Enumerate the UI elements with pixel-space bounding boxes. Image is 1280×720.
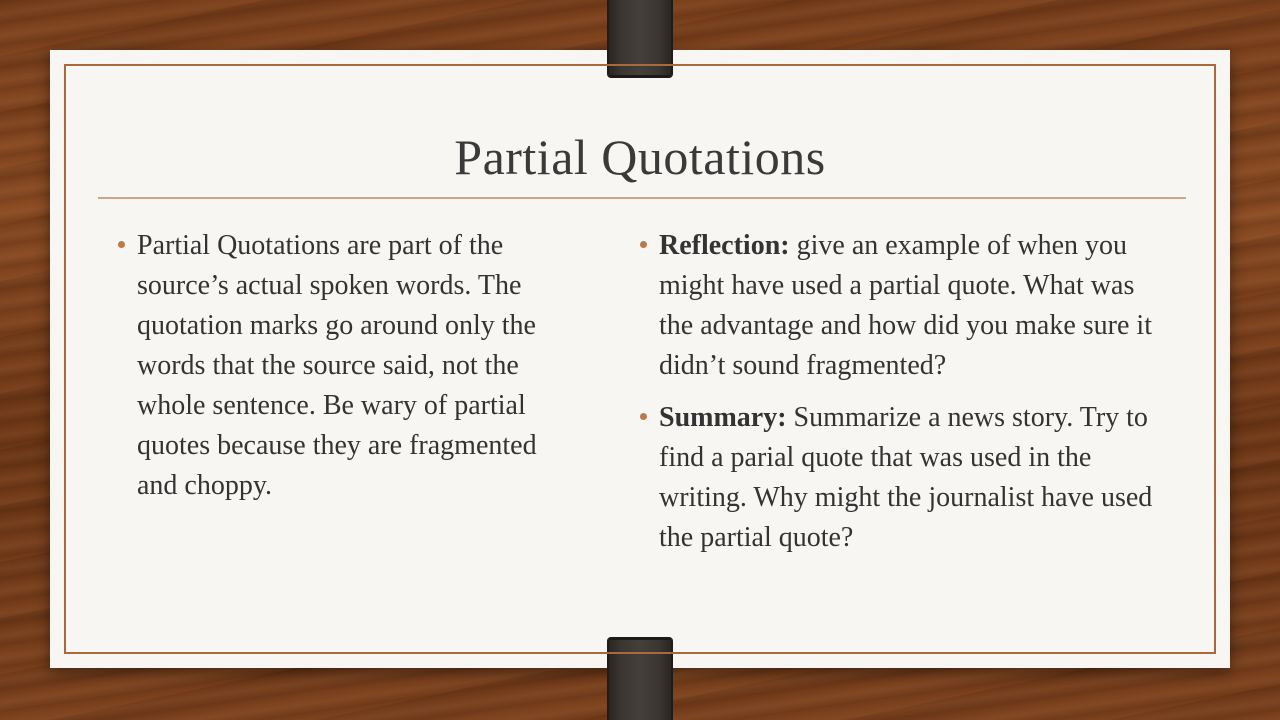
reflection-label: Reflection: (659, 230, 790, 261)
bullet-icon (118, 241, 125, 248)
bullet-item-reflection (659, 226, 1159, 386)
bullet-item-summary (659, 398, 1159, 558)
summary-label: Summary: (659, 402, 787, 433)
reflection-text: give an example of when you might have used a partial quote. What was the advantage and how did you make sure it didn’t sound fragmented? (659, 230, 1152, 381)
slide-title: Partial Quotations (454, 129, 826, 185)
bullet-icon (640, 241, 647, 248)
bullet-item-partial-quotations (137, 226, 577, 506)
title-divider (98, 197, 1186, 199)
bullet-icon (640, 413, 647, 420)
summary-text: Summarize a news story. Try to find a parial quote that was used in the writing. Why might the journalist have used the partial quote? (659, 402, 1153, 553)
right-column (659, 226, 1159, 566)
left-column (137, 226, 577, 514)
partial-quotations-text: Partial Quotations are part of the source’s actual spoken words. The quotation marks go around only the words that the source said, not the whole sentence. Be wary of partial quotes because they are fragmented and choppy. (137, 230, 537, 501)
